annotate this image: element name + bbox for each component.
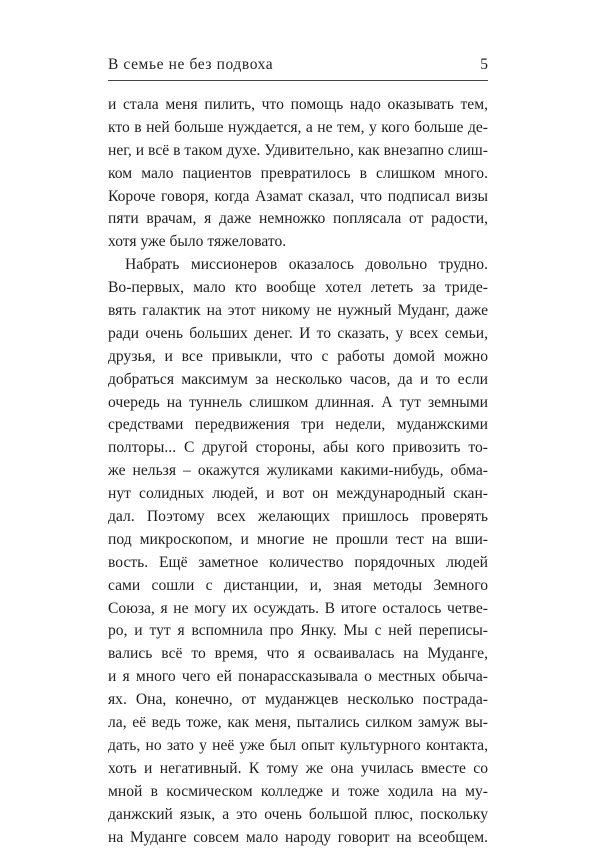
text-line: ради очень больших денег. И то сказать, у всех семьи, bbox=[108, 323, 488, 346]
text-line: сами сошли с дистанции, и, зная методы Земного bbox=[108, 575, 488, 598]
text-line: дать, но зато у неё уже был опыт культурного контакта, bbox=[108, 735, 488, 758]
text-line: нег, и всё в таком духе. Удивительно, как внезапно слиш- bbox=[108, 140, 488, 163]
text-line: дал. Поэтому всех желающих пришлось проверять bbox=[108, 506, 488, 529]
running-title: В семье не без подвоха bbox=[108, 56, 273, 74]
text-line: и стала меня пилить, что помощь надо оказывать тем, bbox=[108, 94, 488, 117]
text-line: вались всё то время, что я осваивалась на Муданге, bbox=[108, 643, 488, 666]
text-line: Во-первых, мало кто вообще хотел лететь за триде- bbox=[108, 277, 488, 300]
text-line: друзья, и все привыкли, что с работы домой можно bbox=[108, 346, 488, 369]
text-line: нут солидных людей, и вот он международный скан- bbox=[108, 483, 488, 506]
text-line: ях. Она, конечно, от муданжцев несколько пострада- bbox=[108, 689, 488, 712]
text-line: данжский язык, а это очень большой плюс, поскольку bbox=[108, 804, 488, 827]
text-line: хотя уже было тяжеловато. bbox=[108, 231, 488, 254]
text-line: средствами передвижения три недели, муданжскими bbox=[108, 414, 488, 437]
text-line: мной в космическом колледже и тоже ходила на му- bbox=[108, 781, 488, 804]
text-line: полторы... С другой стороны, абы кого привозить то- bbox=[108, 437, 488, 460]
text-line: же нельзя – окажутся жуликами какими-нибудь, обма- bbox=[108, 460, 488, 483]
text-line: вость. Ещё заметное количество порядочных людей bbox=[108, 552, 488, 575]
text-line: пяти врачам, я даже немножко поплясала от радости, bbox=[108, 208, 488, 231]
text-line: Набрать миссионеров оказалось довольно трудно. bbox=[108, 254, 488, 277]
text-line: очередь на туннель слишком длинная. А тут земными bbox=[108, 392, 488, 415]
text-line: кто в ней больше нуждается, а не тем, у кого больше де- bbox=[108, 117, 488, 140]
text-line: под микроскопом, и многие не прошли тест на вши- bbox=[108, 529, 488, 552]
text-line: Союза, я не могу их осуждать. В итоге осталось четве- bbox=[108, 598, 488, 621]
body-text bbox=[108, 94, 488, 849]
text-line: Короче говоря, когда Азамат сказал, что подписал визы bbox=[108, 186, 488, 209]
text-line: ла, её ведь тоже, как меня, пытались силком замуж вы- bbox=[108, 712, 488, 735]
text-line: ком мало пациентов превратилось в слишком много. bbox=[108, 163, 488, 186]
text-line: и я много чего ей понарассказывала о местных обыча- bbox=[108, 666, 488, 689]
running-head bbox=[108, 56, 488, 78]
text-line: на Муданге совсем мало народу говорит на всеобщем. bbox=[108, 827, 488, 849]
header-rule bbox=[108, 80, 488, 81]
text-line: хоть и негативный. К тому же она училась вместе со bbox=[108, 758, 488, 781]
text-line: вять галактик на этот никому не нужный Муданг, даже bbox=[108, 300, 488, 323]
text-line: ро, и тут я вспомнила про Янку. Мы с ней переписы- bbox=[108, 620, 488, 643]
page-number: 5 bbox=[480, 56, 488, 74]
text-line: добраться максимум за несколько часов, да и то если bbox=[108, 369, 488, 392]
